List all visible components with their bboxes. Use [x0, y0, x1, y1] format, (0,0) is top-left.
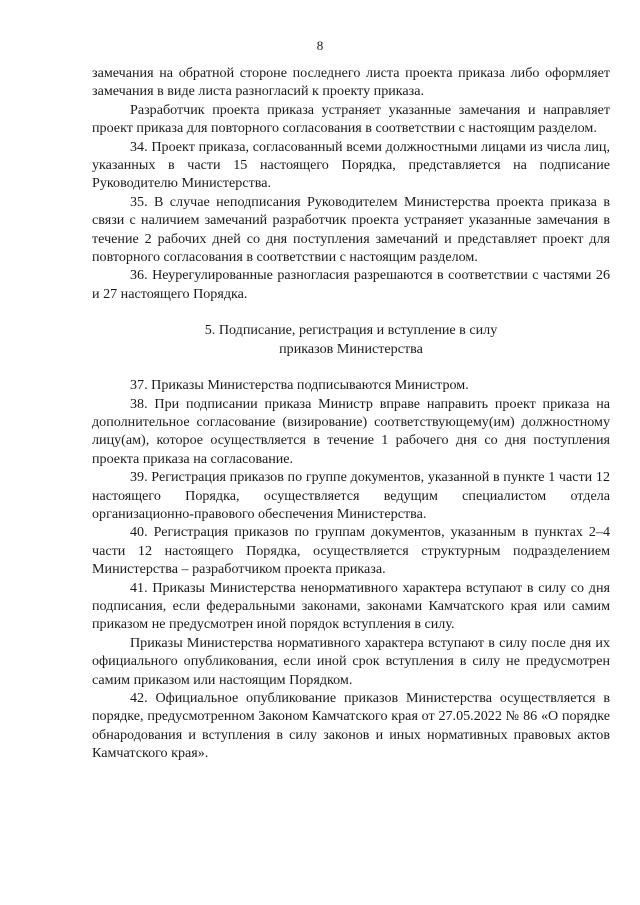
paragraph-normative-orders: Приказы Министерства нормативного характера вступают в силу после дня их официального опубликования, если иной срок вступления в силу не предусмотрен самим приказом или настоящим Порядком.	[92, 634, 610, 688]
paragraph-34: 34. Проект приказа, согласованный всеми должностными лицами из числа лиц, указанных в части 15 настоящего Порядка, представляется на подписание Руководителю Министерства.	[92, 138, 610, 192]
document-body	[92, 64, 610, 763]
paragraph-39: 39. Регистрация приказов по группе документов, указанной в пункте 1 части 12 настоящего Порядка, осуществляется ведущим специалистом отдела организационно-правового обеспечения Министерства.	[92, 469, 610, 522]
paragraph-42: 42. Официальное опубликование приказов Министерства осуществляется в порядке, предусмотренном Законом Камчатского края от 27.05.2022 № 86 «О порядке обнародования и вступления в силу законов и иных нормативных правовых актов Камчатского края».	[92, 690, 610, 762]
paragraph-continuation: замечания на обратной стороне последнего листа проекта приказа либо оформляет замечания в виде листа разногласий к проекту приказа.	[92, 65, 610, 100]
paragraph-35: 35. В случае неподписания Руководителем Министерства проекта приказа в связи с наличием замечаний разработчик проекта устраняет указанные замечания в течение 2 рабочих дней со дня поступления замечаний и представляет проект для повторного согласования в соответствии с настоящим разделом.	[92, 193, 610, 266]
paragraph-developer-fixes: Разработчик проекта приказа устраняет указанные замечания и направляет проект приказа для повторного согласования в соответствии с настоящим разделом.	[92, 101, 610, 137]
paragraph-40: 40. Регистрация приказов по группам документов, указанным в пунктах 2–4 части 12 настоящего Порядка, осуществляется структурным подразделением Министерства – разработчиком проекта приказа.	[92, 524, 610, 578]
paragraph-36: 36. Неурегулированные разногласия разрешаются в соответствии с частями 26 и 27 настоящего Порядка.	[92, 267, 610, 302]
section-heading-line-2: приказов Министерства	[279, 340, 423, 357]
paragraph-38: 38. При подписании приказа Министр вправе направить проект приказа на дополнительное согласование (визирование) соответствующему(им) должностному лицу(ам), которое осуществляется в течение 1 рабочего дня со дня поступления проекта приказа на согласование.	[92, 395, 610, 467]
section-heading	[92, 321, 610, 358]
paragraph-37: 37. Приказы Министерства подписываются Министром.	[130, 377, 469, 394]
section-heading-line-1: 5. Подписание, регистрация и вступление в силу	[204, 322, 498, 339]
page-number: 8	[316, 38, 324, 53]
paragraph-41: 41. Приказы Министерства ненормативного характера вступают в силу со дня подписания, если федеральными законами, законами Камчатского края или самим приказом не предусмотрен иной порядок вступления в силу.	[92, 579, 610, 633]
